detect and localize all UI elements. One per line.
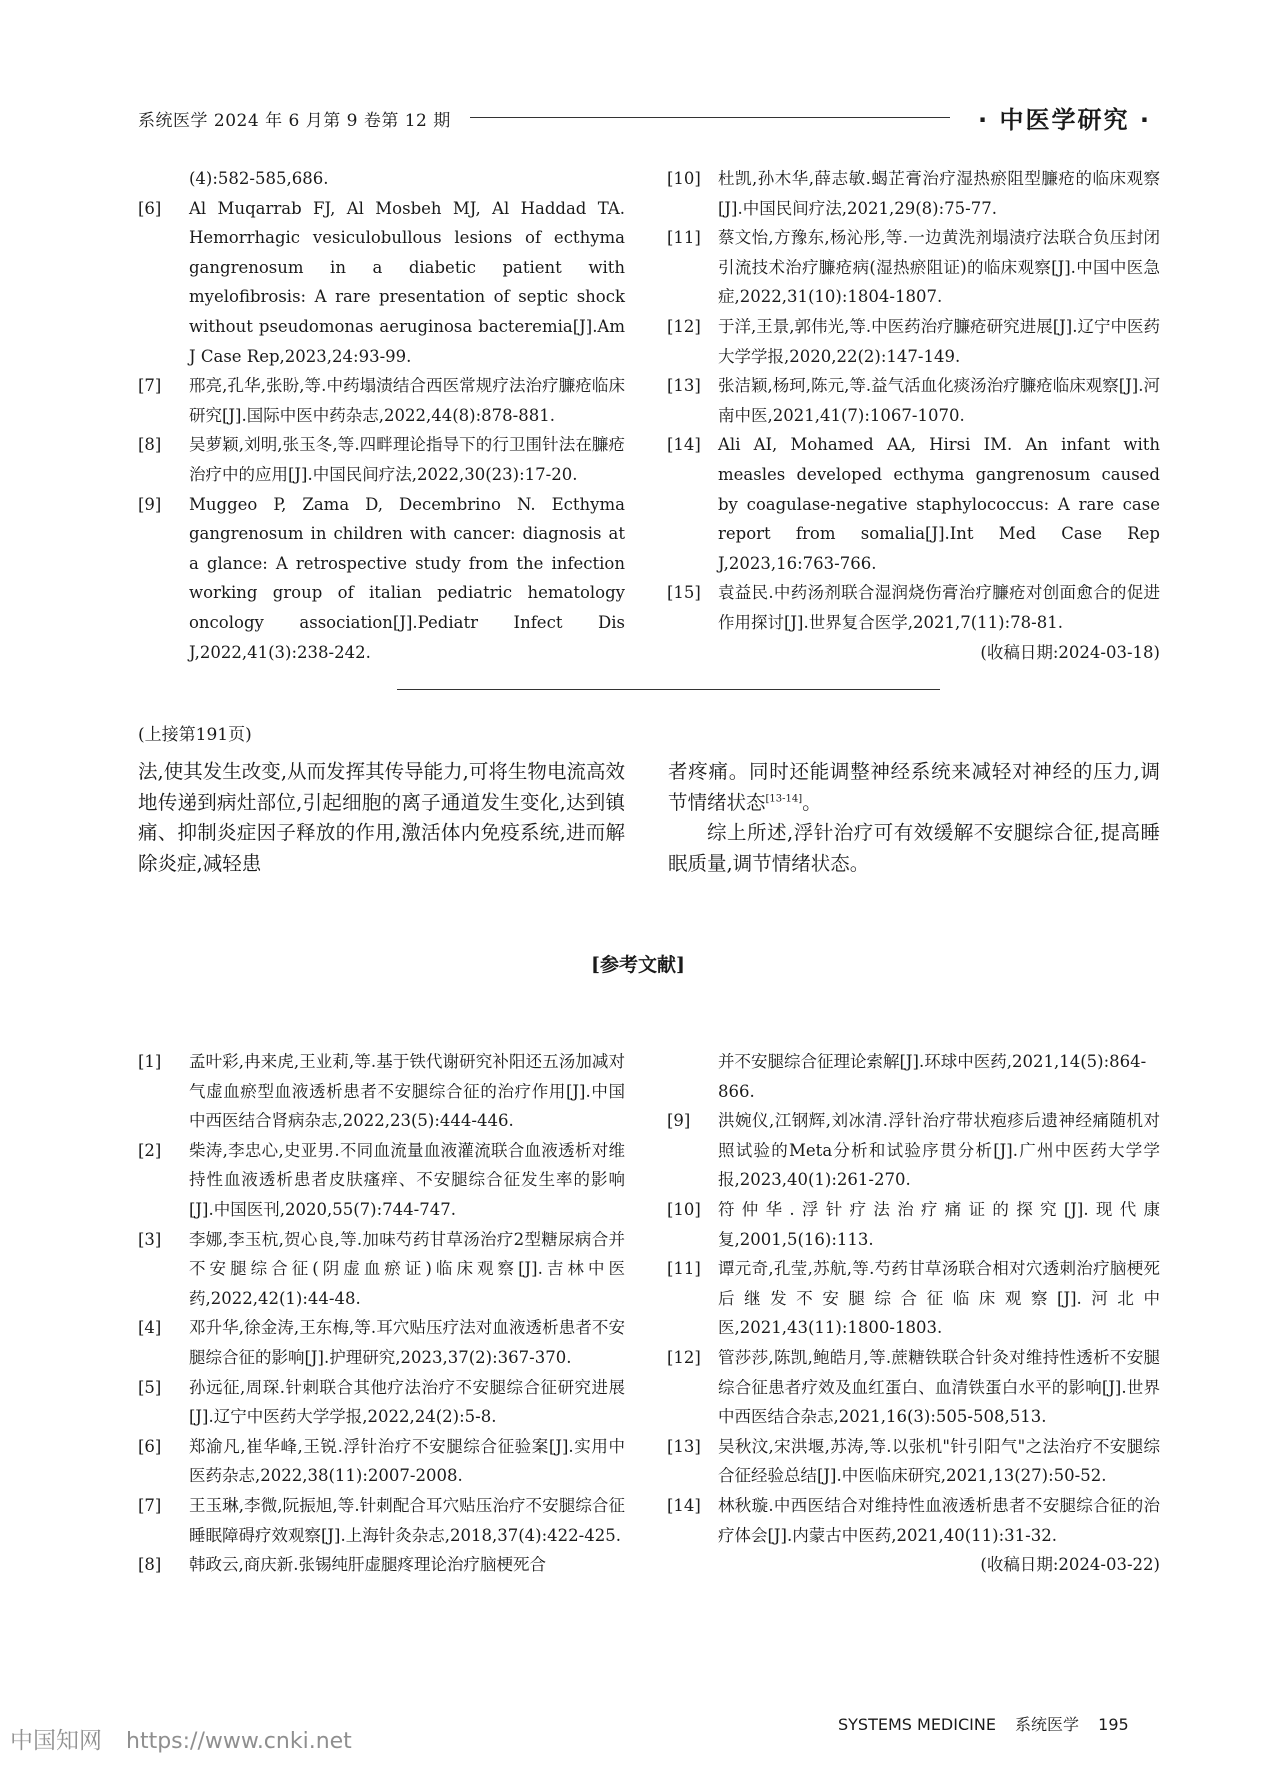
ref-number: [1] xyxy=(138,1052,162,1071)
ref-number: [8] xyxy=(138,1555,162,1575)
cnki-url[interactable]: https://www.cnki.net xyxy=(126,1729,352,1754)
body-text-left xyxy=(138,757,625,879)
bottom-refs-right-column xyxy=(667,1047,1160,1580)
body-text-end: 。 xyxy=(802,790,822,814)
reference-item xyxy=(138,1373,625,1432)
ref-text: 李娜,李玉杭,贺心良,等.加味芍药甘草汤治疗2型糖尿病合并不安腿综合征(阴虚血瘀证)临床观察[J].吉林中医药,2022,42(1):44-48. xyxy=(189,1229,625,1308)
ref-text: 柴涛,李忠心,史亚男.不同血流量血液灌流联合血液透析对维持性血液透析患者皮肤瘙痒、不安腿综合征发生率的影响[J].中国医刊,2020,55(7):744-747. xyxy=(189,1140,625,1219)
ref-number: [10] xyxy=(667,1199,701,1219)
body-paragraph: 法,使其发生改变,从而发挥其传导能力,可将生物电流高效地传递到病灶部位,引起细胞的离子通道发生变化,达到镇痛、抑制炎症因子释放的作用,激活体内免疫系统,进而解除炎症,减轻患 xyxy=(138,760,625,875)
reference-item xyxy=(138,1491,625,1550)
continued-from-note: (上接第191页) xyxy=(138,725,252,745)
ref-text: 吴萝颖,刘明,张玉冬,等.四畔理论指导下的行卫围针法在臁疮治疗中的应用[J].中国民间疗法,2022,30(23):17-20. xyxy=(189,435,625,484)
ref-text: 邓升华,徐金涛,王东梅,等.耳穴贴压疗法对血液透析患者不安腿综合征的影响[J].护理研究,2023,37(2):367-370. xyxy=(189,1318,625,1367)
reference-item xyxy=(667,430,1160,578)
ref-text: 于洋,王景,郭伟光,等.中医药治疗臁疮研究进展[J].辽宁中医药大学学报,2020,22(2):147-149. xyxy=(718,316,1160,366)
ref-number: [7] xyxy=(138,376,162,396)
reference-item xyxy=(138,1550,625,1580)
ref-text: 谭元奇,孔莹,苏航,等.芍药甘草汤联合相对穴透刺治疗脑梗死后继发不安腿综合征临床观察[J].河北中医,2021,43(11):1800-1803. xyxy=(718,1259,1160,1338)
ref-text: 邢亮,孔华,张盼,等.中药塌渍结合西医常规疗法治疗臁疮临床研究[J].国际中医中药杂志,2022,44(8):878-881. xyxy=(189,376,625,425)
received-date: (收稿日期:2024-03-18) xyxy=(980,642,1160,662)
page-number: 195 xyxy=(1098,1715,1129,1734)
ref-number: [9] xyxy=(667,1111,691,1131)
page-footer xyxy=(838,1712,1129,1735)
ref-text: 管莎莎,陈凯,鲍皓月,等.蔗糖铁联合针灸对维持性透析不安腿综合征患者疗效及血红蛋白、血清铁蛋白水平的影响[J].世界中西医结合杂志,2021,16(3):505-508,513. xyxy=(718,1347,1160,1427)
body-text: 者疼痛。同时还能调整神经系统来减轻对神经的压力,调节情绪状态 xyxy=(668,760,1160,814)
reference-item xyxy=(138,1313,625,1372)
ref-number: [3] xyxy=(138,1229,162,1249)
ref-text: 杜凯,孙木华,薛志敏.蝎芷膏治疗湿热瘀阻型臁疮的临床观察[J].中国民间疗法,2021,29(8):75-77. xyxy=(718,169,1160,218)
ref-number: [15] xyxy=(667,583,701,603)
ref-text: 林秋璇.中西医结合对维持性血液透析患者不安腿综合征的治疗体会[J].内蒙古中医药,2021,40(11):31-32. xyxy=(718,1495,1160,1545)
journal-info: 系统医学 2024 年 6 月第 9 卷第 12 期 xyxy=(138,111,451,131)
ref-continuation: (4):582-585,686. xyxy=(189,169,329,188)
ref-text: Muggeo P, Zama D, Decembrino N. Ecthyma gangrenosum in children with cancer: diagnosis at a glance: A retrospective study from the infection working group of italian pediatric hematology oncology association[J].Pediatr Infect Dis J,2022,41(3):238-242. xyxy=(189,494,625,662)
reference-item xyxy=(667,223,1160,312)
top-refs-right-column xyxy=(667,164,1160,667)
ref-text: 张洁颖,杨珂,陈元,等.益气活血化痰汤治疗臁疮临床观察[J].河南中医,2021,41(7):1067-1070. xyxy=(718,376,1160,425)
ref-text: 袁益民.中药汤剂联合湿润烧伤膏治疗臁疮对创面愈合的促进作用探讨[J].世界复合医学,2021,7(11):78-81. xyxy=(718,583,1160,632)
ref-text: 洪婉仪,江钢辉,刘冰清.浮针治疗带状疱疹后遗神经痛随机对照试验的Meta分析和试验序贯分析[J].广州中医药大学学报,2023,40(1):261-270. xyxy=(718,1111,1160,1190)
ref-text: 郑渝凡,崔华峰,王锐.浮针治疗不安腿综合征验案[J].实用中医药杂志,2022,38(11):2007-2008. xyxy=(189,1436,625,1486)
citation-marker: [13-14] xyxy=(765,793,803,804)
ref-number: [13] xyxy=(667,1436,701,1456)
reference-item xyxy=(138,1136,625,1225)
ref-number: [11] xyxy=(667,1259,701,1279)
reference-item xyxy=(667,1491,1160,1550)
ref-text: 孟叶彩,冉来虎,王业莉,等.基于铁代谢研究补阳还五汤加减对气虚血瘀型血液透析患者不安腿综合征的治疗作用[J].中国中西医结合肾病杂志,2022,23(5):444-446. xyxy=(189,1052,625,1131)
header-rule xyxy=(470,117,950,118)
reference-item xyxy=(667,1432,1160,1491)
reference-item xyxy=(138,1432,625,1491)
body-text-right xyxy=(668,757,1160,879)
ref-number: [5] xyxy=(138,1377,162,1397)
ref-number: [12] xyxy=(667,1347,701,1367)
reference-item xyxy=(138,430,625,489)
body-paragraph xyxy=(668,757,1160,818)
reference-item xyxy=(667,578,1160,637)
reference-item xyxy=(138,1047,625,1136)
ref-number: [14] xyxy=(667,435,701,455)
cnki-logo-text: 中国知网 xyxy=(10,1728,102,1754)
body-paragraph-conclusion: 综上所述,浮针治疗可有效缓解不安腿综合征,提高睡眠质量,调节情绪状态。 xyxy=(668,821,1160,875)
ref-text: 韩政云,商庆新.张锡纯肝虚腿疼理论治疗脑梗死合 xyxy=(189,1555,546,1575)
reference-item xyxy=(667,1254,1160,1343)
ref-text: 王玉琳,李微,阮振旭,等.针刺配合耳穴贴压治疗不安腿综合征睡眠障碍疗效观察[J].上海针灸杂志,2018,37(4):422-425. xyxy=(189,1495,625,1545)
ref-number: [14] xyxy=(667,1495,701,1515)
top-refs-left-column xyxy=(138,164,625,667)
ref-number: [7] xyxy=(138,1495,162,1515)
ref-text: 蔡文怡,方豫东,杨沁彤,等.一边黄洗剂塌渍疗法联合负压封闭引流技术治疗臁疮病(湿热瘀阻证)的临床观察[J].中国中医急症,2022,31(10):1804-1807. xyxy=(718,228,1160,307)
ref-text: Al Muqarrab FJ, Al Mosbeh MJ, Al Haddad TA. Hemorrhagic vesiculobullous lesions of ecthyma gangrenosum in a diabetic patient with myelofibrosis: A rare presentation of septic shock without pseudomonas aeruginosa bacteremia[J].Am J Case Rep,2023,24:93-99. xyxy=(189,198,625,366)
ref-number: [9] xyxy=(138,494,162,514)
ref-number: [13] xyxy=(667,376,701,396)
reference-item xyxy=(667,164,1160,223)
bottom-refs-left-column xyxy=(138,1047,625,1580)
reference-item xyxy=(138,490,625,668)
ref-continuation: 并不安腿综合征理论索解[J].环球中医药,2021,14(5):864-866. xyxy=(718,1052,1147,1101)
reference-item xyxy=(138,1225,625,1314)
cnki-watermark xyxy=(10,1722,352,1755)
ref-number: [4] xyxy=(138,1318,162,1338)
reference-item xyxy=(667,1106,1160,1195)
received-date: (收稿日期:2024-03-22) xyxy=(980,1555,1160,1575)
ref-number: [2] xyxy=(138,1140,162,1160)
ref-number: [6] xyxy=(138,198,162,218)
section-title: · 中医学研究 · xyxy=(978,106,1151,134)
ref-text: 吴秋汶,宋洪堰,苏涛,等.以张机"针引阳气"之法治疗不安腿综合征经验总结[J].中医临床研究,2021,13(27):50-52. xyxy=(718,1436,1160,1486)
ref-number: [11] xyxy=(667,228,701,248)
journal-name-en: SYSTEMS MEDICINE xyxy=(838,1715,996,1734)
ref-text: 符仲华.浮针疗法治疗痛证的探究[J].现代康复,2001,5(16):113. xyxy=(718,1199,1160,1249)
reference-item xyxy=(138,371,625,430)
reference-item xyxy=(667,371,1160,430)
ref-number: [8] xyxy=(138,435,162,455)
section-divider xyxy=(397,689,940,690)
references-heading: [参考文献] xyxy=(591,954,685,976)
journal-name-cn: 系统医学 xyxy=(1015,1715,1080,1734)
ref-number: [10] xyxy=(667,169,701,188)
reference-item xyxy=(667,312,1160,371)
ref-text: Ali AI, Mohamed AA, Hirsi IM. An infant with measles developed ecthyma gangrenosum caused by coagulase-negative staphylococcus: A rare case report from somalia[J].Int Med Case Rep J,2023,16:763-766. xyxy=(718,435,1160,573)
reference-item xyxy=(138,194,625,372)
ref-text: 孙远征,周琛.针刺联合其他疗法治疗不安腿综合征研究进展[J].辽宁中医药大学学报,2022,24(2):5-8. xyxy=(189,1377,625,1427)
ref-number: [12] xyxy=(667,316,701,336)
reference-item xyxy=(667,1343,1160,1432)
ref-number: [6] xyxy=(138,1436,162,1456)
reference-item xyxy=(667,1195,1160,1254)
